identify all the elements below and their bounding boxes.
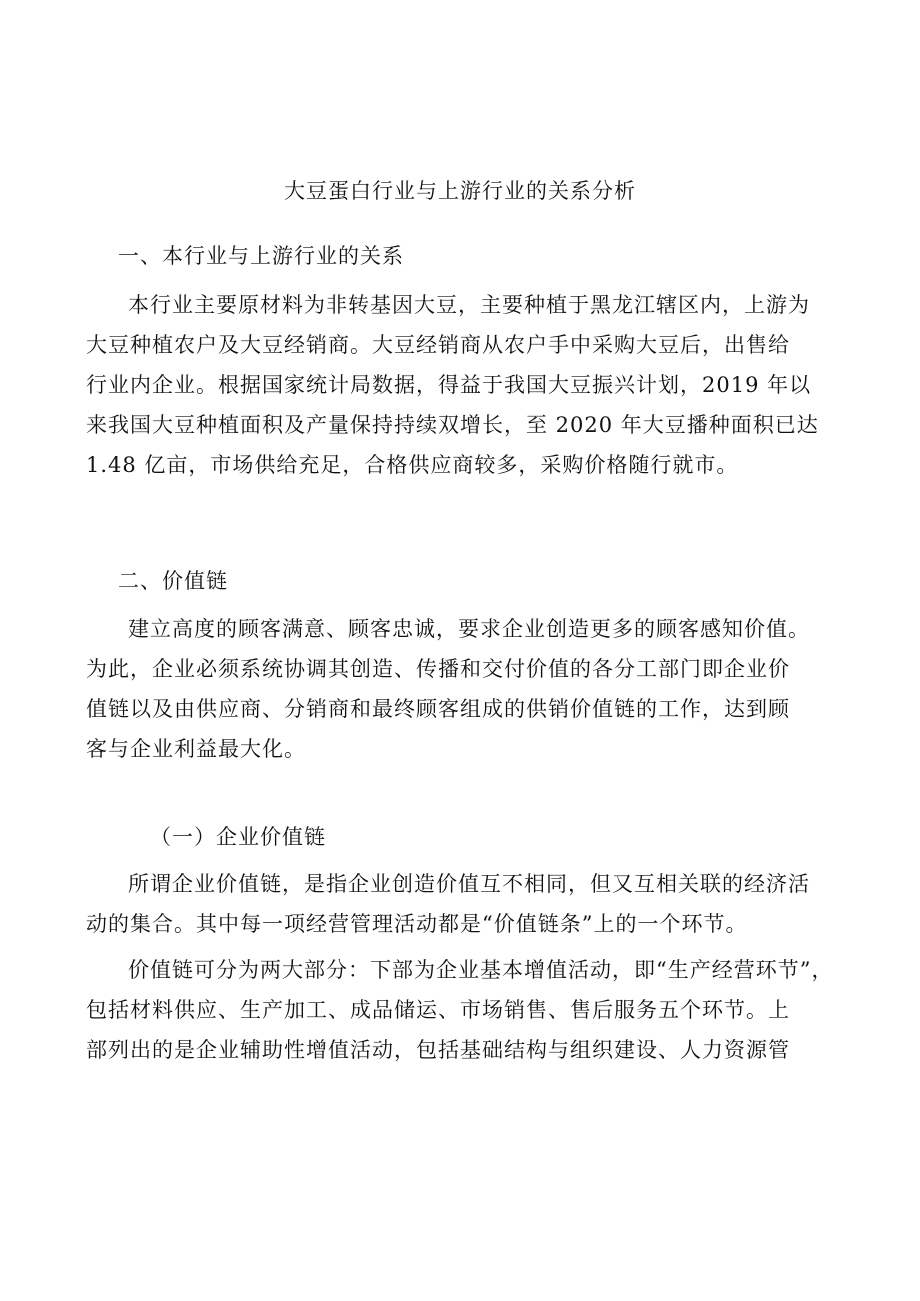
- subsection1-paragraph-1: [86, 864, 846, 944]
- paragraph-line: 为此，企业必须系统协调其创造、传播和交付价值的各分工部门即企业价: [86, 657, 790, 681]
- paragraph-line: 建立高度的顾客满意、顾客忠诚，要求企业创造更多的顾客感知价值。: [128, 617, 810, 641]
- paragraph-line: 价值链可分为两大部分：下部为企业基本增值活动，即“生产经营环节”，: [128, 958, 834, 982]
- paragraph-line: 值链以及由供应商、分销商和最终顾客组成的供销价值链的工作，达到顾: [86, 697, 790, 721]
- paragraph-line: 包括材料供应、生产加工、成品储运、市场销售、售后服务五个环节。上: [86, 998, 790, 1022]
- paragraph-line: 动的集合。其中每一项经营管理活动都是“价值链条”上的一个环节。: [86, 912, 748, 936]
- section-heading-2: 二、价值链: [118, 569, 228, 593]
- paragraph-line: 1.48 亿亩，市场供给充足，合格供应商较多，采购价格随行就市。: [86, 453, 739, 477]
- subsection-heading-1: （一）企业价值链: [150, 825, 326, 849]
- paragraph-line: 本行业主要原材料为非转基因大豆，主要种植于黑龙江辖区内，上游为: [128, 293, 810, 317]
- paragraph-line: 部列出的是企业辅助性增值活动，包括基础结构与组织建设、人力资源管: [86, 1038, 790, 1062]
- section2-paragraph: [86, 609, 846, 769]
- paragraph-line: 所谓企业价值链，是指企业创造价值互不相同，但又互相关联的经济活: [128, 872, 810, 896]
- subsection1-paragraph-2: [86, 950, 846, 1070]
- document-title: 大豆蛋白行业与上游行业的关系分析: [284, 179, 636, 203]
- paragraph-line: 客与企业利益最大化。: [86, 737, 306, 761]
- paragraph-line: 行业内企业。根据国家统计局数据，得益于我国大豆振兴计划，2019 年以: [86, 373, 812, 397]
- paragraph-line: 来我国大豆种植面积及产量保持持续双增长，至 2020 年大豆播种面积已达: [86, 413, 819, 437]
- section-heading-1: 一、本行业与上游行业的关系: [118, 244, 404, 268]
- paragraph-line: 大豆种植农户及大豆经销商。大豆经销商从农户手中采购大豆后，出售给: [86, 333, 790, 357]
- section1-paragraph: [86, 285, 846, 485]
